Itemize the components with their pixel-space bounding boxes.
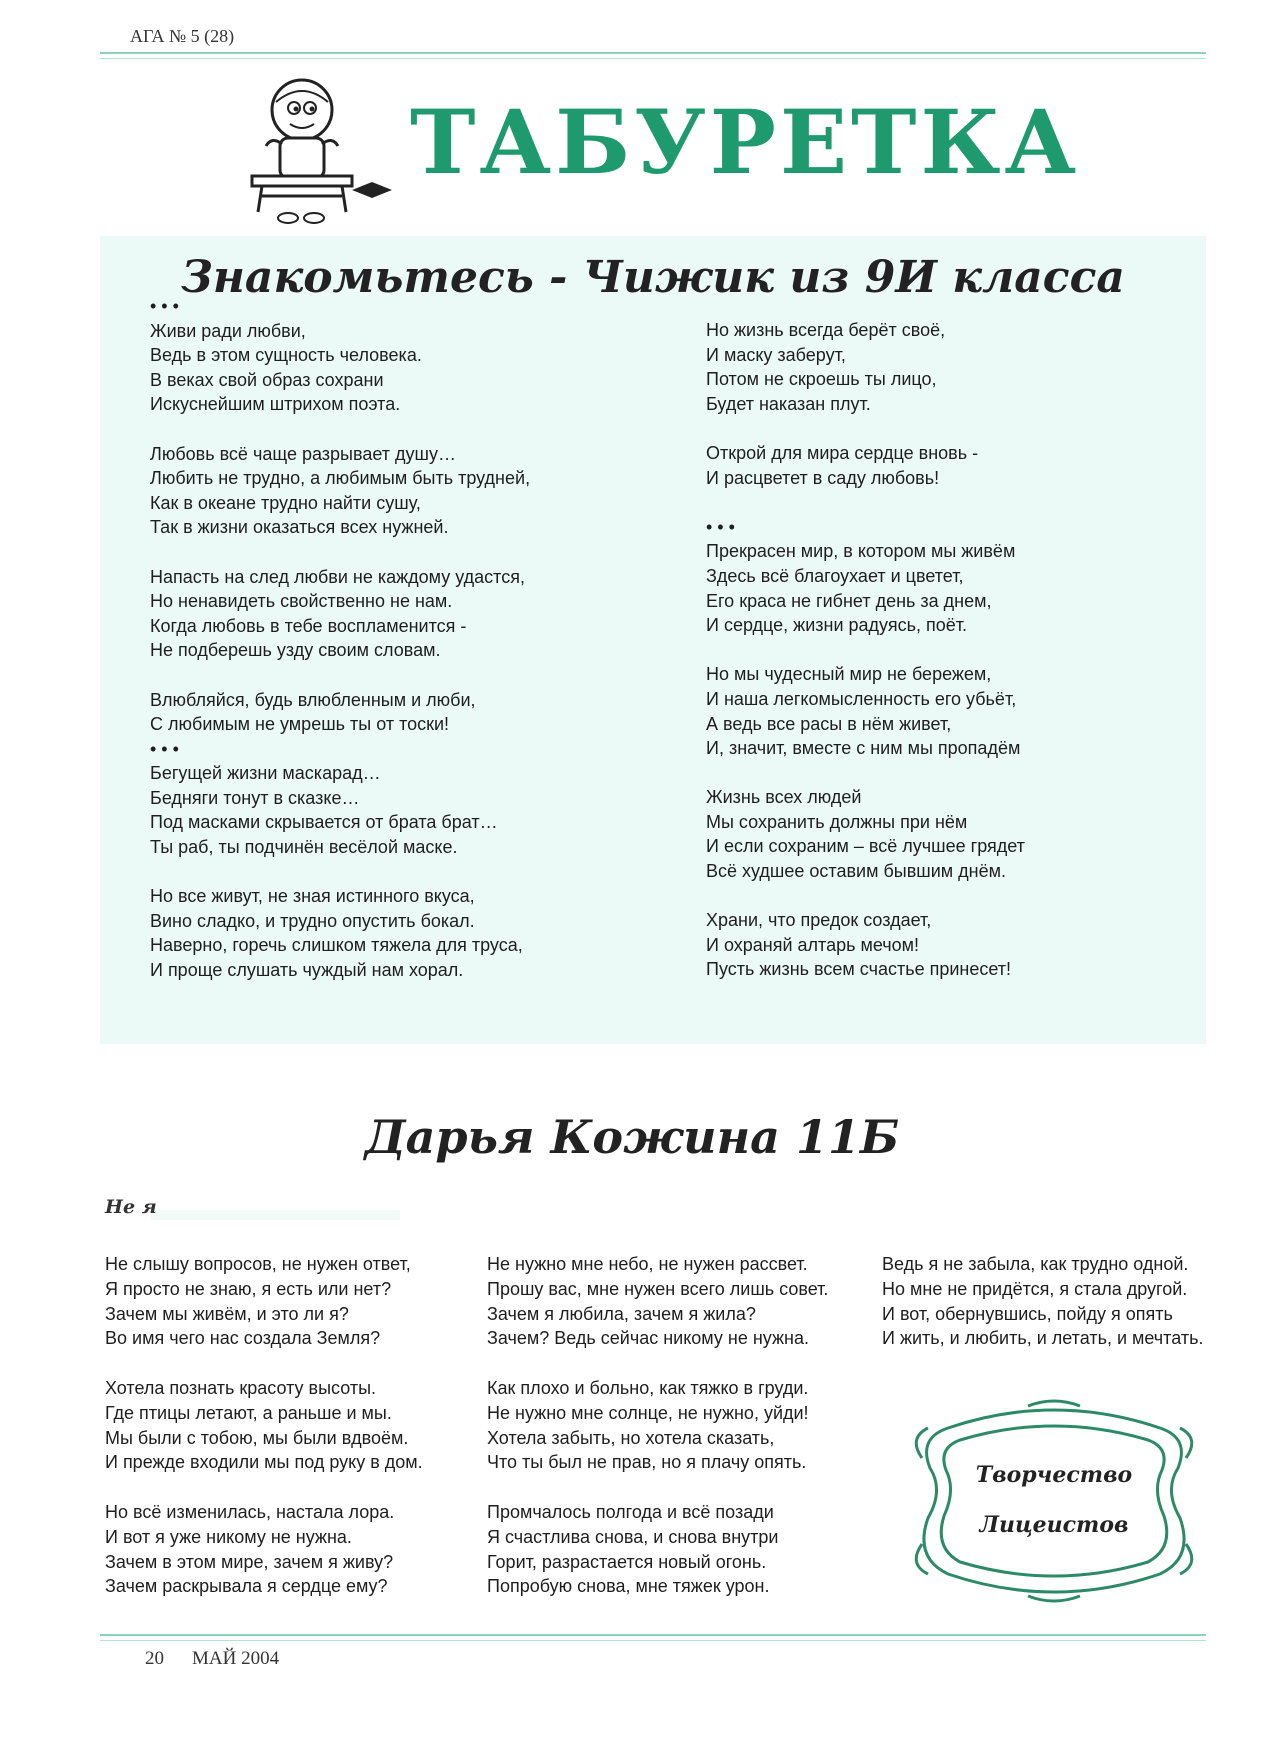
magazine-logo: ТАБУРЕТКА <box>410 90 1081 194</box>
poem-column-3: Ведь я не забыла, как трудно одной. Но мне не придётся, я стала другой. И вот, обернувшись, пойду я опять И жить, и любить, и летать, и мечтать. <box>882 1254 1204 1349</box>
poem-left-column: • • • Живи ради любви, Ведь в этом сущность человека. В веках свой образ сохрани Искуснейшим штрихом поэта. Любовь всё чаще разрывает душу… Любить не трудно, а любимым быть трудней, Как в океане трудно найти сушу, Так в жизни оказаться всех нужней. Напасть на след любви не каждому удастся, Но ненавидеть свойственно не нам. Когда любовь в тебе воспламенится - Не подберешь узду своим словам. Влюбляйся, будь влюбленным и люби, С любимым не умрешь ты от тоски! • • • Бегущей жизни маскарад… Бедняги тонут в сказке… Под масками скрывается от брата брат… Ты раб, ты подчинён весёлой маске. Но все живут, не зная истинного вкуса, Вино сладко, и трудно опустить бокал. Наверно, горечь слишком тяжела для труса, И проще слушать чуждый нам хорал. <box>150 296 531 981</box>
poem-subtitle: Не я <box>105 1196 157 1218</box>
header-rule <box>100 52 1206 59</box>
author-name: Дарья Кожина 11Б <box>364 1110 900 1164</box>
ornamental-frame-icon <box>908 1398 1200 1604</box>
poem-column-1: Не слышу вопросов, не нужен ответ, Я просто не знаю, я есть или нет? Зачем мы живём, и это ли я? Во имя чего нас создала Земля? Хотела познать красоту высоты. Где птицы летают, а раньше и мы. Мы были с тобою, мы были вдвоём. И прежде входили мы под руку в дом. Но всё изменилась, настала лора. И вот я уже никому не нужна. Зачем в этом мире, зачем я живу? Зачем раскрывала я сердце ему? <box>105 1254 423 1597</box>
subtitle-highlight <box>150 1210 400 1220</box>
poem-column-2: Не нужно мне небо, не нужен рассвет. Прошу вас, мне нужен всего лишь совет. Зачем я любила, зачем я жила? Зачем? Ведь сейчас никому не нужна. Как плохо и больно, как тяжко в груди. Не нужно мне солнце, не нужно, уйди! Хотела забыть, но хотела сказать, Что ты был не прав, но я плачу опять. Промчалось полгода и всё позади Я счастлива снова, и снова внутри Горит, разрастается новый огонь. Попробую снова, мне тяжек урон. <box>487 1254 829 1597</box>
stool-mascot-icon <box>232 72 392 232</box>
issue-number: АГА № 5 (28) <box>130 26 235 46</box>
page-footer <box>145 1648 307 1670</box>
section-title: Знакомьтесь - Чижик из 9И класса <box>181 252 1125 303</box>
poem-right-column: Но жизнь всегда берёт своё, И маску заберут, Потом не скроешь ты лицо, Будет наказан плут. Открой для мира сердце вновь - И расцветет в саду любовь! • • • Прекрасен мир, в котором мы живём Здесь всё благоухает и цветет, Его краса не гибнет день за днем, И сердце, жизни радуясь, поёт. Но мы чудесный мир не бережем, И наша легкомысленность его убьёт, А ведь все расы в нём живет, И, значит, вместе с ним мы пропадём Жизнь всех людей Мы сохранить должны при нём И если сохраним – всё лучшее грядет Всё худшее оставим бывшим днём. Храни, что предок создает, И охраняй алтарь мечом! Пусть жизнь всем счастье принесет! <box>706 320 1025 980</box>
badge-line-2: Лицеистов <box>979 1512 1129 1538</box>
footer-rule <box>100 1634 1206 1641</box>
badge-line-1: Творчество <box>975 1462 1133 1488</box>
page-number: 20 <box>145 1648 164 1669</box>
poems-panel <box>100 236 1206 1044</box>
issue-date: МАЙ 2004 <box>192 1648 280 1669</box>
